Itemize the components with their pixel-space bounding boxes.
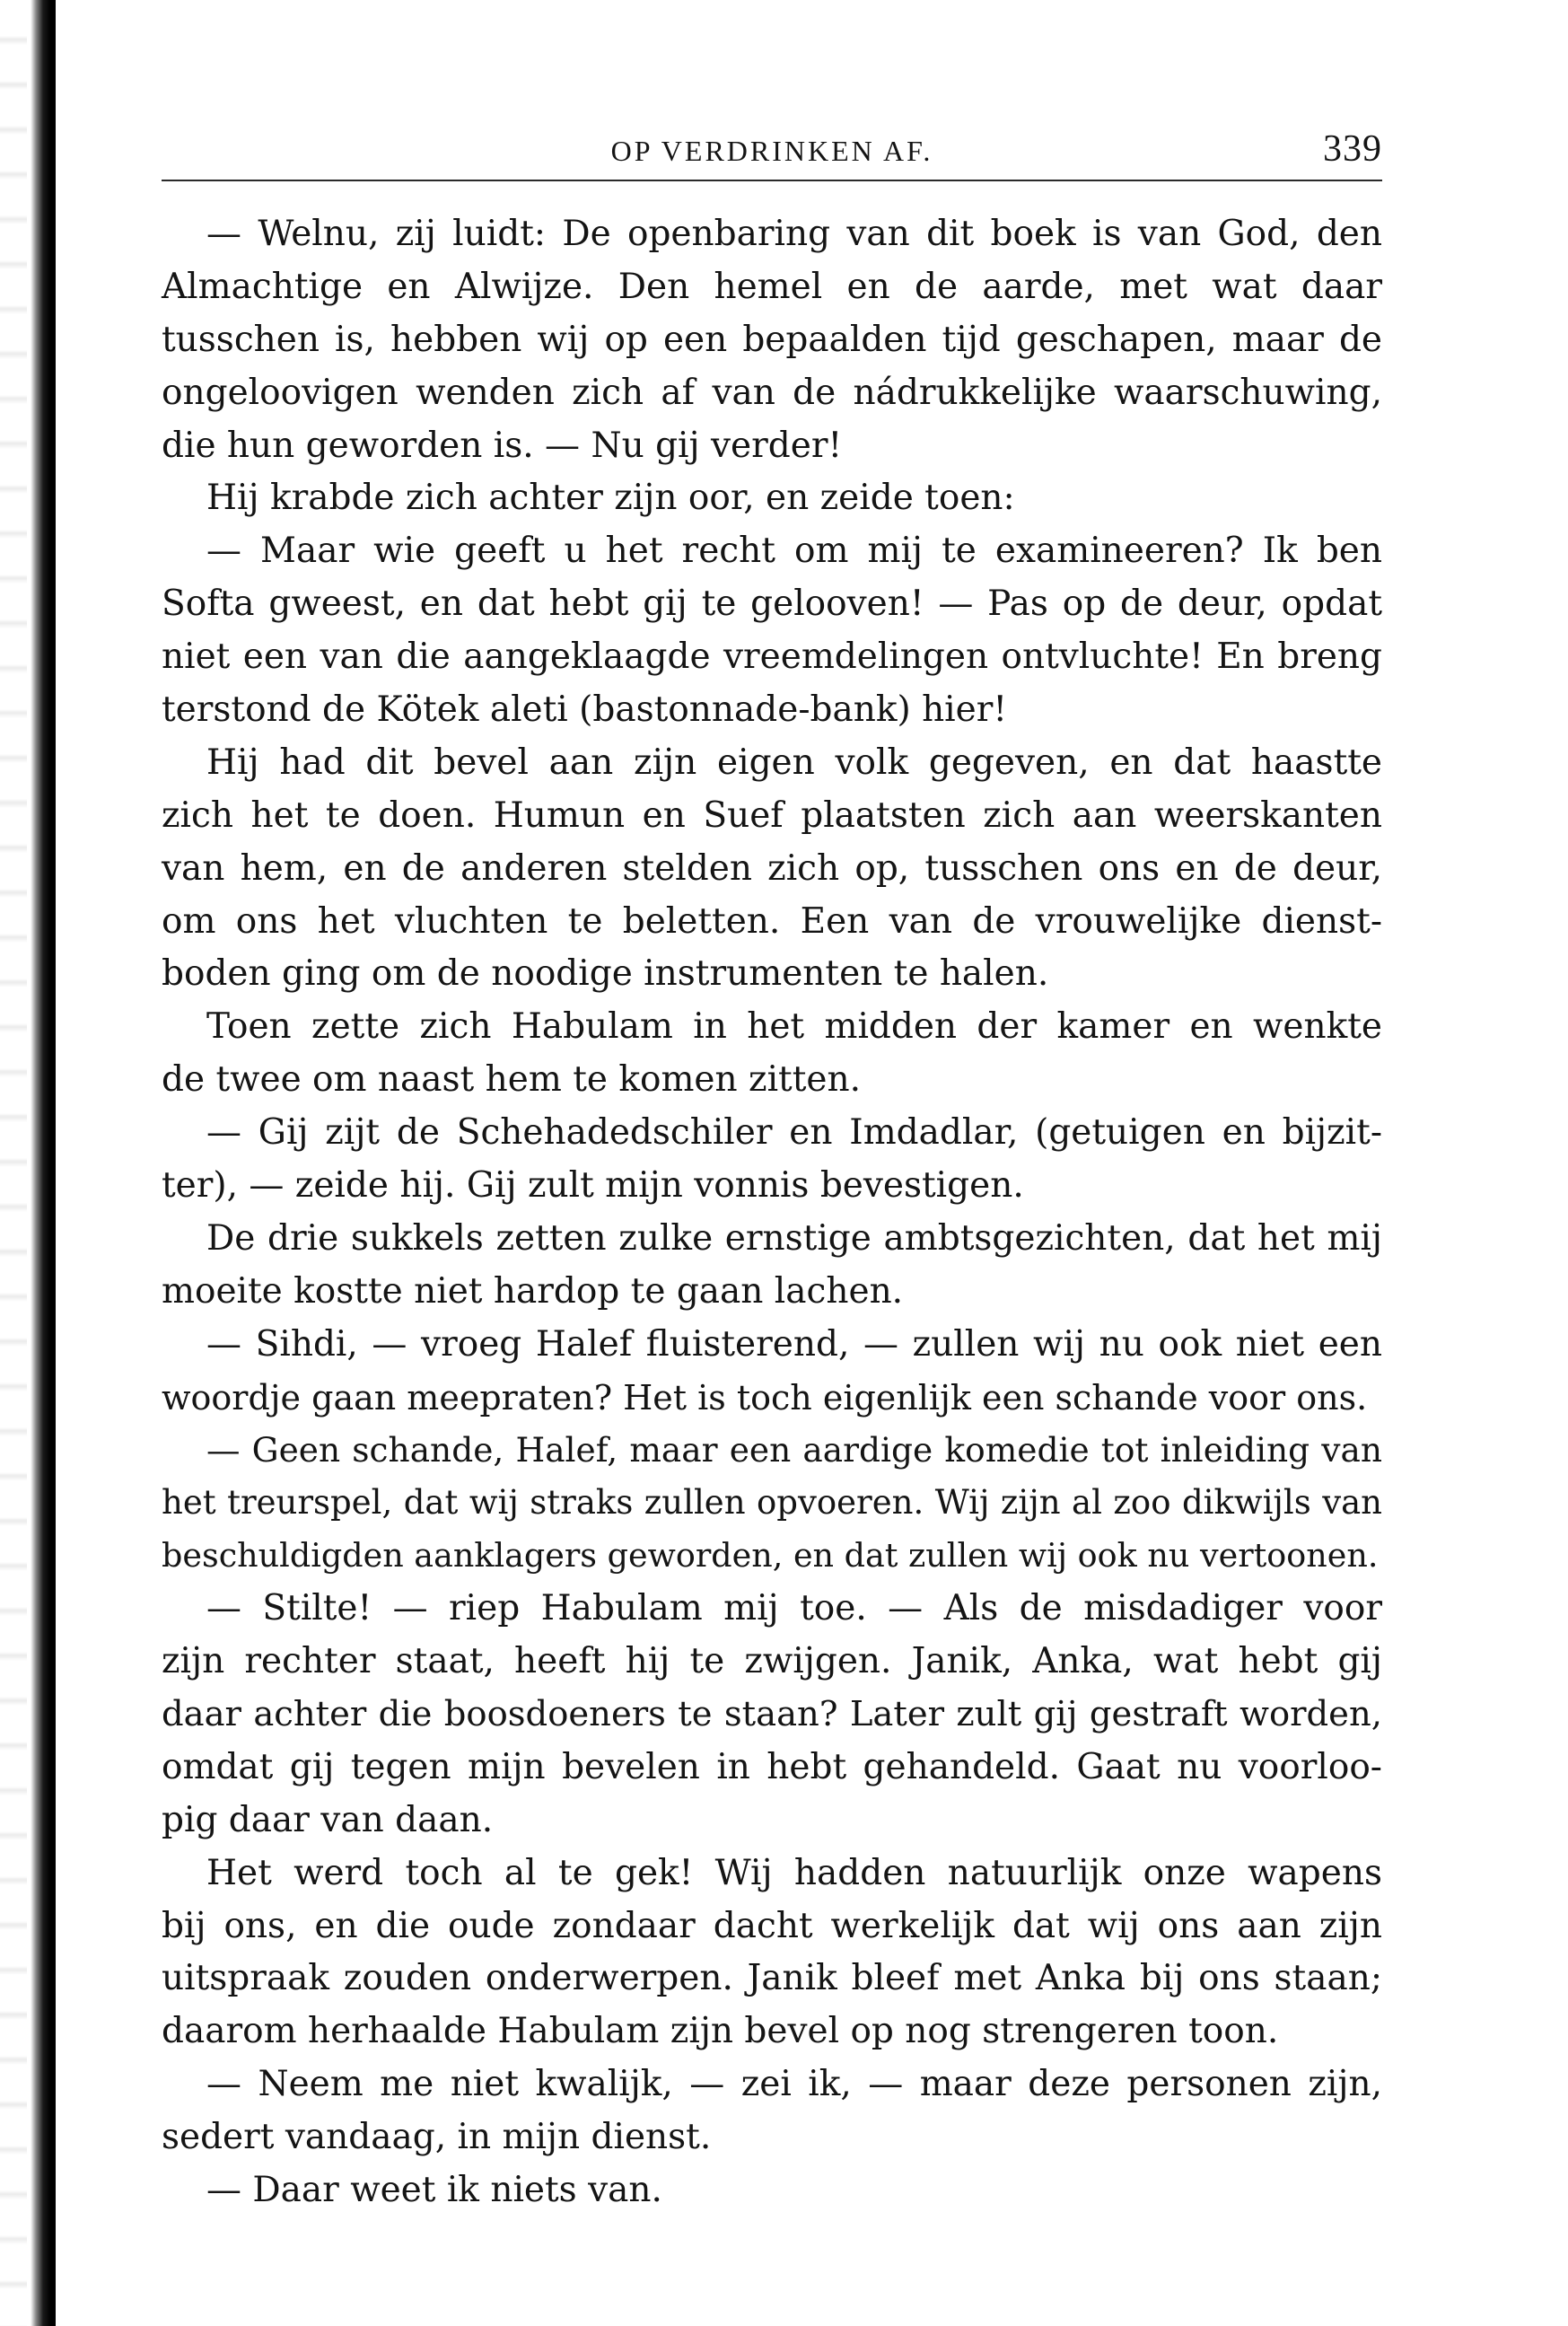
text-line: — Gij zijt de Schehadedschiler en Imdadlar, (getuigen en bijzit-: [206, 1112, 1382, 1154]
text-line: Toen zette zich Habulam in het midden der kamer en wenkte: [206, 1006, 1382, 1048]
text-line: daarom herhaalde Habulam zijn bevel op nog strengeren toon.: [162, 2011, 1279, 2052]
text-line: — Daar weet ik niets van.: [206, 2169, 662, 2210]
text-line: terstond de Kötek aleti (bastonnade-bank) hier!: [162, 689, 1008, 731]
text-line: die hun geworden is. — Nu gij verder!: [162, 425, 843, 466]
text-line: Almachtige en Alwijze. Den hemel en de aarde, met wat daar: [162, 266, 1382, 307]
text-line: Hij had dit bevel aan zijn eigen volk gegeven, en dat haastte: [206, 742, 1382, 783]
text-line: — Stilte! — riep Habulam mij toe. — Als de misdadiger voor: [206, 1588, 1382, 1629]
text-line: boden ging om de noodige instrumenten te halen.: [162, 953, 1049, 995]
text-line: niet een van die aangeklaagde vreemdelingen ontvluchte! En breng: [162, 636, 1382, 678]
text-line: moeite kostte niet hardop te gaan lachen.: [162, 1270, 904, 1312]
text-line: omdat gij tegen mijn bevelen in hebt gehandeld. Gaat nu voorloo-: [162, 1746, 1382, 1787]
text-line: woordje gaan meepraten? Het is toch eigenlijk een schande voor ons.: [162, 1377, 1368, 1418]
text-line: uitspraak zouden onderwerpen. Janik bleef met Anka bij ons staan;: [162, 1958, 1382, 1999]
text-line: sedert vandaag, in mijn dienst.: [162, 2117, 712, 2158]
text-line: — Welnu, zij luidt: De openbaring van dit boek is van God, den: [206, 214, 1382, 254]
text-line: zich het te doen. Humun en Suef plaatsten zich aan weerskanten: [162, 794, 1382, 836]
text-line: tusschen is, hebben wij op een bepaalden tijd geschapen, maar de: [162, 319, 1382, 360]
running-title: OP VERDRINKEN AF.: [610, 135, 933, 167]
page-edge-texture: [0, 0, 27, 2326]
text-line: — Neem me niet kwalijk, — zei ik, — maar deze personen zijn,: [206, 2064, 1382, 2105]
text-line: pig daar van daan.: [162, 1799, 494, 1840]
text-line: daar achter die boosdoeners te staan? Later zult gij gestraft worden,: [162, 1693, 1382, 1734]
text-line: Softa gweest, en dat hebt gij te gelooven! — Pas op de deur, opdat: [162, 584, 1382, 625]
text-line: ongeloovigen wenden zich af van de nádrukkelijke waarschuwing,: [162, 372, 1382, 413]
text-line: van hem, en de anderen stelden zich op, tusschen ons en de deur,: [162, 847, 1382, 889]
text-line: Hij krabde zich achter zijn oor, en zeide toen:: [206, 478, 1015, 519]
text-line: om ons het vluchten te beletten. Een van de vrouwelijke dienst-: [162, 900, 1382, 942]
text-line: beschuldigden aanklagers geworden, en dat zullen wij ook nu vertoonen.: [162, 1536, 1379, 1576]
text-line: — Sihdi, — vroeg Halef fluisterend, — zullen wij nu ook niet een: [206, 1323, 1382, 1365]
text-line: bij ons, en die oude zondaar dacht werkelijk dat wij ons aan zijn: [162, 1905, 1382, 1946]
text-line: Het werd toch al te gek! Wij hadden natuurlijk onze wapens: [206, 1852, 1382, 1893]
running-header: [162, 127, 1382, 178]
text-line: — Maar wie geeft u het recht om mij te examineeren? Ik ben: [206, 531, 1382, 572]
page-number: 339: [1323, 128, 1382, 170]
header-rule: [162, 180, 1382, 181]
text-line: de twee om naast hem te komen zitten.: [162, 1059, 861, 1101]
text-line: het treurspel, dat wij straks zullen opvoeren. Wij zijn al zoo dikwijls van: [162, 1483, 1382, 1523]
text-line: zijn rechter staat, heeft hij te zwijgen. Janik, Anka, wat hebt gij: [162, 1641, 1382, 1682]
text-line: De drie sukkels zetten zulke ernstige ambtsgezichten, dat het mij: [206, 1217, 1382, 1259]
body-text: [162, 208, 1382, 2217]
text-line: — Geen schande, Halef, maar een aardige komedie tot inleiding van: [206, 1430, 1382, 1470]
text-line: ter), — zeide hij. Gij zult mijn vonnis bevestigen.: [162, 1165, 1024, 1207]
